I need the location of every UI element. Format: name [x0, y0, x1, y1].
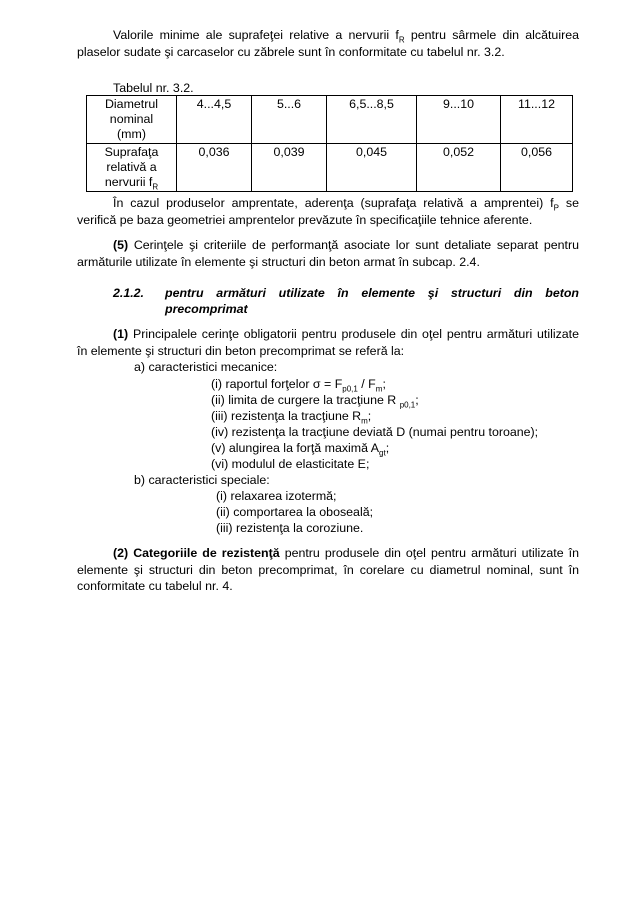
table-row-header — [87, 96, 177, 144]
section-title: pentru armături utilizate în elemente şi structuri din beton — [165, 286, 579, 300]
subscript: p0,1 — [342, 384, 358, 394]
table-row — [87, 144, 573, 192]
list-item — [211, 440, 389, 457]
table-cell: 0,045 — [327, 144, 417, 192]
list-item-text: (iii) rezistenţa la tracţiune R — [211, 409, 362, 423]
list-item-text: ; — [385, 441, 390, 455]
paragraph-text: Cerinţele şi criteriile de performanţă asociate lor sunt detaliate separat pentru armăturile utilizate în elemente şi structuri din beton armat în subcap. 2.4. — [77, 238, 579, 269]
list-b-label: b) caracteristici speciale: — [134, 473, 270, 487]
list-item-text: = F — [320, 377, 343, 391]
paragraph-text: Principalele cerinţe obligatorii pentru produsele din oţel pentru armături utilizate în elemente şi structuri din beton precomprimat se referă la: — [77, 327, 579, 358]
list-item — [211, 408, 371, 425]
paragraph-label: (2) Categoriile de rezistenţă — [113, 546, 280, 560]
list-a-label: a) caracteristici mecanice: — [134, 360, 278, 374]
list-item-text: / F — [357, 377, 376, 391]
table-cell: 6,5...8,5 — [327, 96, 417, 144]
table-3-2 — [86, 95, 573, 192]
paragraph-5 — [77, 237, 579, 270]
table-cell: 0,039 — [252, 144, 327, 192]
table-cell: 9...10 — [417, 96, 501, 144]
list-item-text: ; — [382, 377, 386, 391]
table-cell: 0,056 — [501, 144, 573, 192]
paragraph-label: (1) — [113, 327, 129, 341]
list-item: (ii) comportarea la oboseală; — [216, 505, 374, 519]
list-item-text: (ii) limita de curgere la tracţiune R — [211, 393, 400, 407]
subscript: gt — [379, 448, 386, 458]
table-row-header — [87, 144, 177, 192]
list-item: (iii) rezistenţa la coroziune. — [216, 521, 364, 535]
paragraph-text-cont: se verifică pe baza geometriei amprentelor prevăzute în specificaţiile tehnice aferente. — [77, 196, 579, 227]
paragraph-1 — [77, 326, 579, 359]
section-title-cont: precomprimat — [165, 302, 248, 316]
list-item: (iv) rezistenţa la tracţiune deviată D (numai pentru toroane); — [211, 425, 539, 439]
list-item: (i) relaxarea izotermă; — [216, 489, 337, 503]
paragraph-text: În cazul produselor amprentate, aderenţa (suprafaţa relativă a amprentei) f — [113, 196, 554, 210]
subscript: R — [398, 35, 405, 45]
table-cell: 5...6 — [252, 96, 327, 144]
list-item-text: (i) raportul forţelor — [211, 377, 313, 391]
paragraph-text: pentru produsele din oţel pentru armături utilizate în elemente şi structuri din beton precomprimat, în corelare cu diametrul nominal, sunt în conformitate cu tabelul nr. 4. — [77, 546, 580, 593]
list-item-text: (v) alungirea la forţă maximă A — [211, 441, 380, 455]
list-item-text: ; — [415, 393, 419, 407]
table-cell: 11...12 — [501, 96, 573, 144]
paragraph-2 — [77, 545, 579, 595]
header-line: Suprafaţa — [104, 145, 159, 159]
section-number: 2.1.2. — [113, 286, 145, 300]
table-cell: 0,052 — [417, 144, 501, 192]
amprentate-paragraph — [77, 195, 579, 228]
header-line: nominal — [109, 112, 154, 126]
table-caption: Tabelul nr. 3.2. — [113, 81, 194, 95]
list-item — [211, 392, 419, 409]
list-item-text: ; — [367, 409, 372, 423]
subscript: P — [553, 203, 559, 213]
subscript: m — [361, 416, 368, 426]
list-item: (vi) modulul de elasticitate E; — [211, 457, 370, 471]
header-line: nervurii f — [104, 175, 153, 189]
subscript: m — [375, 384, 383, 394]
header-line: (mm) — [117, 127, 146, 141]
list-item — [211, 376, 386, 393]
header-line: Diametrul — [104, 97, 159, 111]
intro-text: Valorile minime ale suprafeţei relative a nervurii f — [113, 28, 399, 42]
subscript: R — [152, 182, 159, 192]
intro-paragraph — [77, 27, 579, 60]
table-row — [87, 96, 573, 144]
subscript: p0,1 — [399, 400, 416, 410]
paragraph-label: (5) — [113, 238, 129, 252]
header-line: relativă a — [106, 160, 157, 174]
intro-text-cont: pentru sârmele din alcătuirea plaselor sudate şi carcaselor cu zăbrele sunt în conformitate cu tabelul nr. 3.2. — [77, 28, 579, 59]
table-cell: 4...4,5 — [177, 96, 252, 144]
sigma-symbol: σ — [312, 377, 321, 391]
table-cell: 0,036 — [177, 144, 252, 192]
